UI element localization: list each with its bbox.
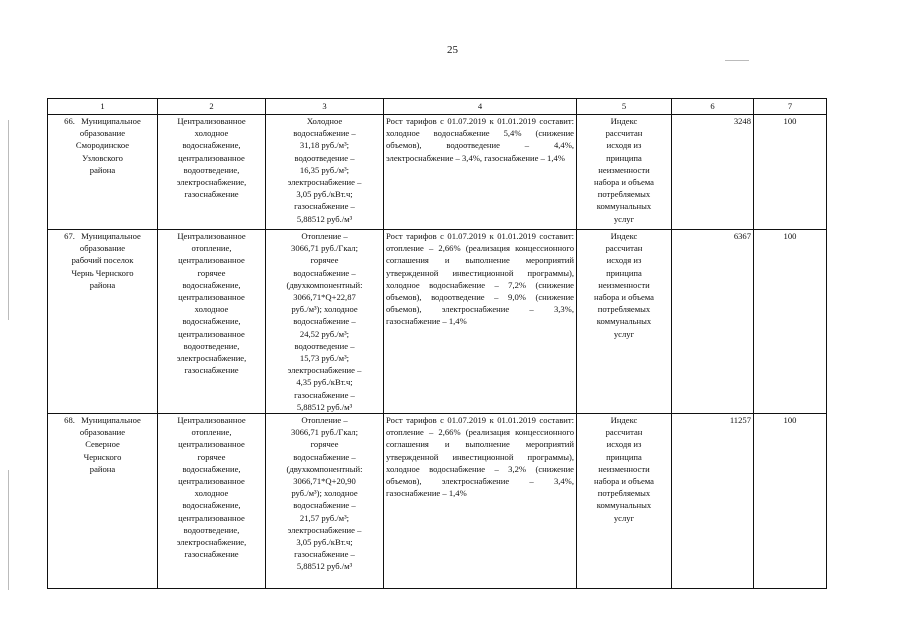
scan-edge-mark <box>8 120 9 320</box>
row-number: 67. <box>64 231 75 241</box>
municipality-name: Муниципальное образование Северное Чернского района <box>79 415 141 474</box>
tariffs-text: Отопление – 3066,71 руб./Гкал; горячее водоснабжение – (двухкомпонентный: 3066,71*Q+22,87 руб./м³); холодное водоснабжение – 24,52 руб./м³; водоотведение – 15,73 руб./м³; электроснабжение – 4,35 руб./кВт.ч; газоснабжение – 5,88512 руб./м³ <box>286 231 363 412</box>
services-text: Централизованное отопление, централизованное горячее водоснабжение, централизованное холодное водоснабжение, централизованное водоотведение, электроснабжение, газоснабжение <box>176 231 247 376</box>
tariffs-text: Холодное водоснабжение – 31,18 руб./м³; водоотведение – 16,35 руб./м³; электроснабжение – 3,05 руб./кВт.ч; газоснабжение – 5,88512 руб./м³ <box>287 116 362 224</box>
value-cell-7: 100 <box>754 414 827 589</box>
value-cell-6: 11257 <box>672 414 754 589</box>
header-cell-5: 5 <box>577 99 672 115</box>
services-text: Централизованное отопление, централизованное горячее водоснабжение, централизованное холодное водоснабжение, централизованное водоотведение, электроснабжение, газоснабжение <box>176 415 247 560</box>
growth-cell <box>384 414 577 589</box>
growth-text: Рост тарифов с 01.07.2019 к 01.01.2019 составит: отопление – 2,66% (реализация концессионного соглашения и выполнение мероприятий утвержденной инвестиционной программы), холодное водоснабжение – 3,2% (снижение объемов), электроснабжение – 3,4%, газоснабжение – 1,4% <box>386 415 574 499</box>
header-cell-3: 3 <box>266 99 384 115</box>
municipality-cell <box>48 414 158 589</box>
tariffs-cell <box>266 230 384 414</box>
tariffs-cell <box>266 115 384 230</box>
services-cell <box>158 115 266 230</box>
municipality-cell <box>48 230 158 414</box>
header-cell-7: 7 <box>754 99 827 115</box>
index-note-cell <box>577 230 672 414</box>
growth-text: Рост тарифов с 01.07.2019 к 01.01.2019 составит: отопление – 2,66% (реализация концессионного соглашения и выполнение мероприятий утвержденной инвестиционной программы), холодное водоснабжение – 7,2% (снижение объемов), водоотведение – 9,0% (снижение объемов), электроснабжение – 3,3%, газоснабжение – 1,4% <box>386 231 574 327</box>
header-row <box>48 99 827 115</box>
value-cell-6: 6367 <box>672 230 754 414</box>
header-cell-2: 2 <box>158 99 266 115</box>
growth-text: Рост тарифов с 01.07.2019 к 01.01.2019 составит: холодное водоснабжение 5,4% (снижение объемов), водоотведение – 4,4%, электроснабжение – 3,4%, газоснабжение – 1,4% <box>386 116 574 163</box>
index-note-text: Индекс рассчитан исходя из принципа неизменности набора и объема потребляемых коммунальных услуг <box>594 231 654 339</box>
index-note-text: Индекс рассчитан исходя из принципа неизменности набора и объема потребляемых коммунальных услуг <box>594 415 654 523</box>
tariffs-cell <box>266 414 384 589</box>
municipality-cell <box>48 115 158 230</box>
value-cell-7: 100 <box>754 230 827 414</box>
index-note-cell <box>577 414 672 589</box>
services-cell <box>158 230 266 414</box>
page-number: 25 <box>447 44 458 56</box>
services-cell <box>158 414 266 589</box>
row-number: 68. <box>64 415 75 426</box>
scan-edge-mark <box>8 470 9 590</box>
index-note-cell <box>577 115 672 230</box>
header-cell-6: 6 <box>672 99 754 115</box>
municipality-name: Муниципальное образование Смородинское Узловского района <box>75 116 141 175</box>
index-note-text: Индекс рассчитан исходя из принципа неизменности набора и объема потребляемых коммунальных услуг <box>594 116 654 224</box>
municipality-name: Муниципальное образование рабочий поселок Чернь Чернского района <box>71 231 141 290</box>
services-text: Централизованное холодное водоснабжение, централизованное водоотведение, электроснабжение, газоснабжение <box>176 116 247 200</box>
table-row <box>48 414 827 589</box>
value-cell-7: 100 <box>754 115 827 230</box>
row-number: 66. <box>64 116 75 126</box>
growth-cell <box>384 230 577 414</box>
scan-edge-mark <box>725 60 749 61</box>
tariff-table <box>47 98 827 589</box>
growth-cell <box>384 115 577 230</box>
header-cell-1: 1 <box>48 99 158 115</box>
tariffs-text: Отопление – 3066,71 руб./Гкал; горячее водоснабжение – (двухкомпонентный: 3066,71*Q+20,90 руб./м³); холодное водоснабжение – 21,57 руб./м³; электроснабжение – 3,05 руб./кВт.ч; газоснабжение – 5,88512 руб./м³ <box>286 415 363 572</box>
table-row <box>48 115 827 230</box>
value-cell-6: 3248 <box>672 115 754 230</box>
header-cell-4: 4 <box>384 99 577 115</box>
table-row <box>48 230 827 414</box>
